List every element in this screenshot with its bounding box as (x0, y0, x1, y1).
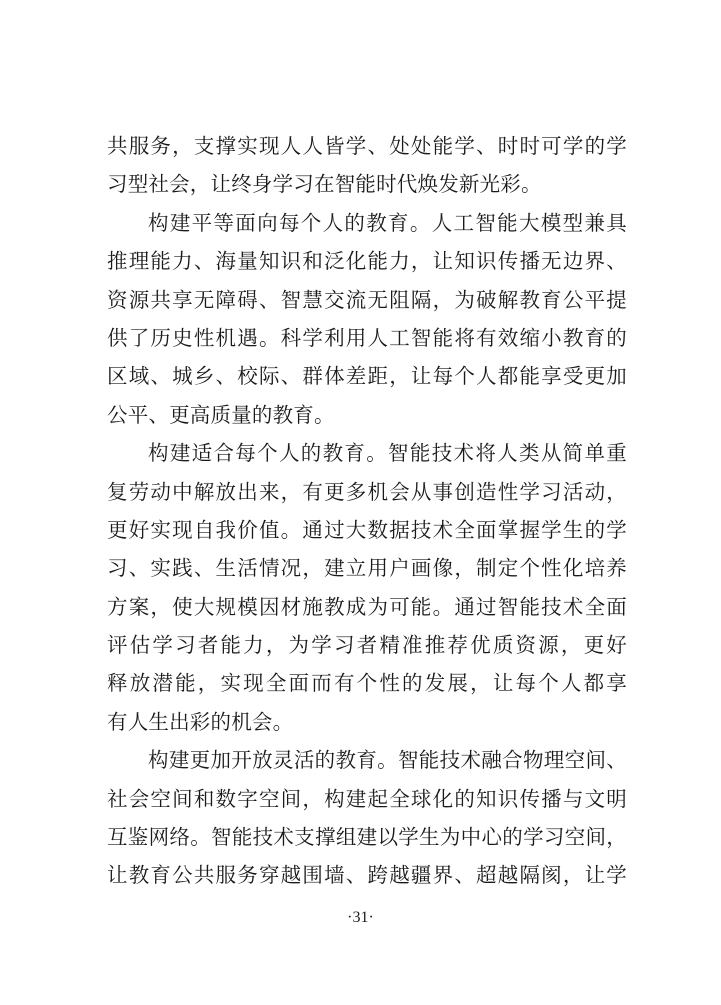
text-line: 公平、更高质量的教育。 (107, 402, 335, 427)
text-line: 习、实践、生活情况，建立用户画像，制定个性化培养 (107, 556, 627, 581)
text-line: 释放潜能，实现全面而有个性的发展，让每个人都享 (107, 671, 627, 696)
body-text (107, 127, 627, 895)
text-line: 方案，使大规模因材施教成为可能。通过智能技术全面 (107, 594, 627, 619)
text-line: 让教育公共服务穿越围墙、跨越疆界、超越隔阂，让学 (107, 863, 627, 888)
text-line: 构建平等面向每个人的教育。人工智能大模型兼具 (148, 210, 627, 235)
text-line: 构建更加开放灵活的教育。智能技术融合物理空间、 (148, 748, 627, 773)
text-line: 习型社会，让终身学习在智能时代焕发新光彩。 (107, 172, 542, 197)
text-line: 评估学习者能力，为学习者精准推荐优质资源，更好 (107, 633, 627, 658)
text-line: 共服务，支撑实现人人皆学、处处能学、时时可学的学 (107, 134, 627, 158)
text-line: 推理能力、海量知识和泛化能力，让知识传播无边界、 (107, 249, 627, 274)
text-line: 互鉴网络。智能技术支撑组建以学生为中心的学习空间， (107, 825, 627, 850)
text-line: 区域、城乡、校际、群体差距，让每个人都能享受更加 (107, 364, 627, 389)
text-line: 供了历史性机遇。科学利用人工智能将有效缩小教育的 (107, 325, 627, 350)
text-line: 资源共享无障碍、智慧交流无阻隔，为破解教育公平提 (107, 287, 627, 312)
text-line: 更好实现自我价值。通过大数据技术全面掌握学生的学 (107, 517, 627, 542)
text-line: 复劳动中解放出来，有更多机会从事创造性学习活动， (107, 479, 627, 504)
text-line: 有人生出彩的机会。 (107, 709, 294, 734)
page-number: ·31· (347, 909, 374, 926)
text-line: 构建适合每个人的教育。智能技术将人类从简单重 (148, 441, 627, 466)
text-line: 社会空间和数字空间，构建起全球化的知识传播与文明 (107, 786, 627, 811)
